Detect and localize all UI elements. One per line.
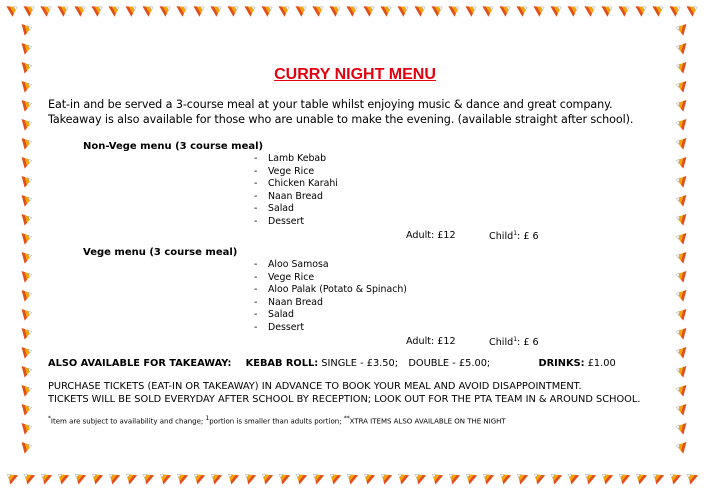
item-bullet: -: [254, 271, 258, 283]
item-bullet: -: [254, 309, 258, 321]
list-item: - Lamb Kebab: [254, 153, 327, 164]
non-vege-item-list: [254, 153, 338, 229]
footnote: *Item are subject to availability and change; $^1$portion is smaller than adults portion; **XTRA ITEMS ALSO AVAILABLE ON THE NIGHT: [48, 416, 506, 426]
non-vege-adult-price: Adult: £12: [406, 230, 456, 241]
item-bullet: -: [254, 259, 258, 270]
item-bullet: -: [254, 215, 258, 227]
item-bullet: -: [254, 165, 258, 177]
list-item: - Aloo Palak (Potato & Spinach): [254, 284, 407, 296]
purchase-line-1: PURCHASE TICKETS (EAT-IN OR TAKEAWAY) IN ADVANCE TO BOOK YOUR MEAL AND AVOID DISAPPOINTMENT.: [48, 381, 582, 392]
vege-item-list: [254, 259, 407, 335]
item-bullet: -: [254, 190, 258, 202]
list-item: - Salad: [254, 309, 294, 321]
list-item: - Dessert: [254, 215, 305, 227]
list-item: - Naan Bread: [254, 296, 323, 308]
vege-menu-heading: Vege menu (3 course meal): [83, 247, 238, 258]
non-vege-child-price: Child$^1$: £ 6: [489, 230, 539, 243]
item-bullet: -: [254, 284, 258, 296]
drinks-price: £1.00: [587, 358, 616, 369]
non-vege-menu-heading: Non-Vege menu (3 course meal): [83, 141, 264, 152]
list-item: - Chicken Karahi: [254, 178, 338, 190]
takeaway-line: [48, 358, 616, 369]
list-item: - Vege Rice: [254, 165, 315, 177]
item-bullet: -: [254, 296, 258, 308]
intro-text: [48, 97, 668, 127]
item-bullet: -: [254, 153, 258, 164]
list-item: - Salad: [254, 203, 294, 215]
intro-line-2: Takeaway is also available for those who are unable to make the evening. (available straight after school).: [48, 113, 634, 126]
list-item: - Vege Rice: [254, 271, 315, 283]
purchase-line-2: TICKETS WILL BE SOLD EVERYDAY AFTER SCHOOL BY RECEPTION; LOOK OUT FOR THE PTA TEAM IN & AROUND SCHOOL.: [48, 394, 641, 405]
drinks-label: DRINKS:: [538, 358, 585, 369]
vege-child-price: Child$^1$: £ 6: [489, 336, 539, 349]
menu-title: CURRY NIGHT MENU: [274, 66, 436, 83]
item-bullet: -: [254, 203, 258, 215]
list-item: - Dessert: [254, 321, 305, 333]
item-bullet: -: [254, 321, 258, 333]
purchase-info: [48, 380, 640, 406]
list-item: - Naan Bread: [254, 190, 323, 202]
item-bullet: -: [254, 178, 258, 190]
intro-line-1: Eat-in and be served a 3-course meal at your table whilst enjoying music & dance and great company.: [48, 98, 613, 111]
kebab-double-price: DOUBLE - £5.00;: [408, 358, 491, 369]
kebab-single-price: SINGLE - £3.50;: [321, 358, 399, 369]
list-item: - Aloo Samosa: [254, 259, 329, 270]
takeaway-label: ALSO AVAILABLE FOR TAKEAWAY:: [48, 358, 232, 369]
vege-adult-price: Adult: £12: [406, 336, 456, 347]
kebab-roll-label: KEBAB ROLL:: [245, 358, 319, 369]
